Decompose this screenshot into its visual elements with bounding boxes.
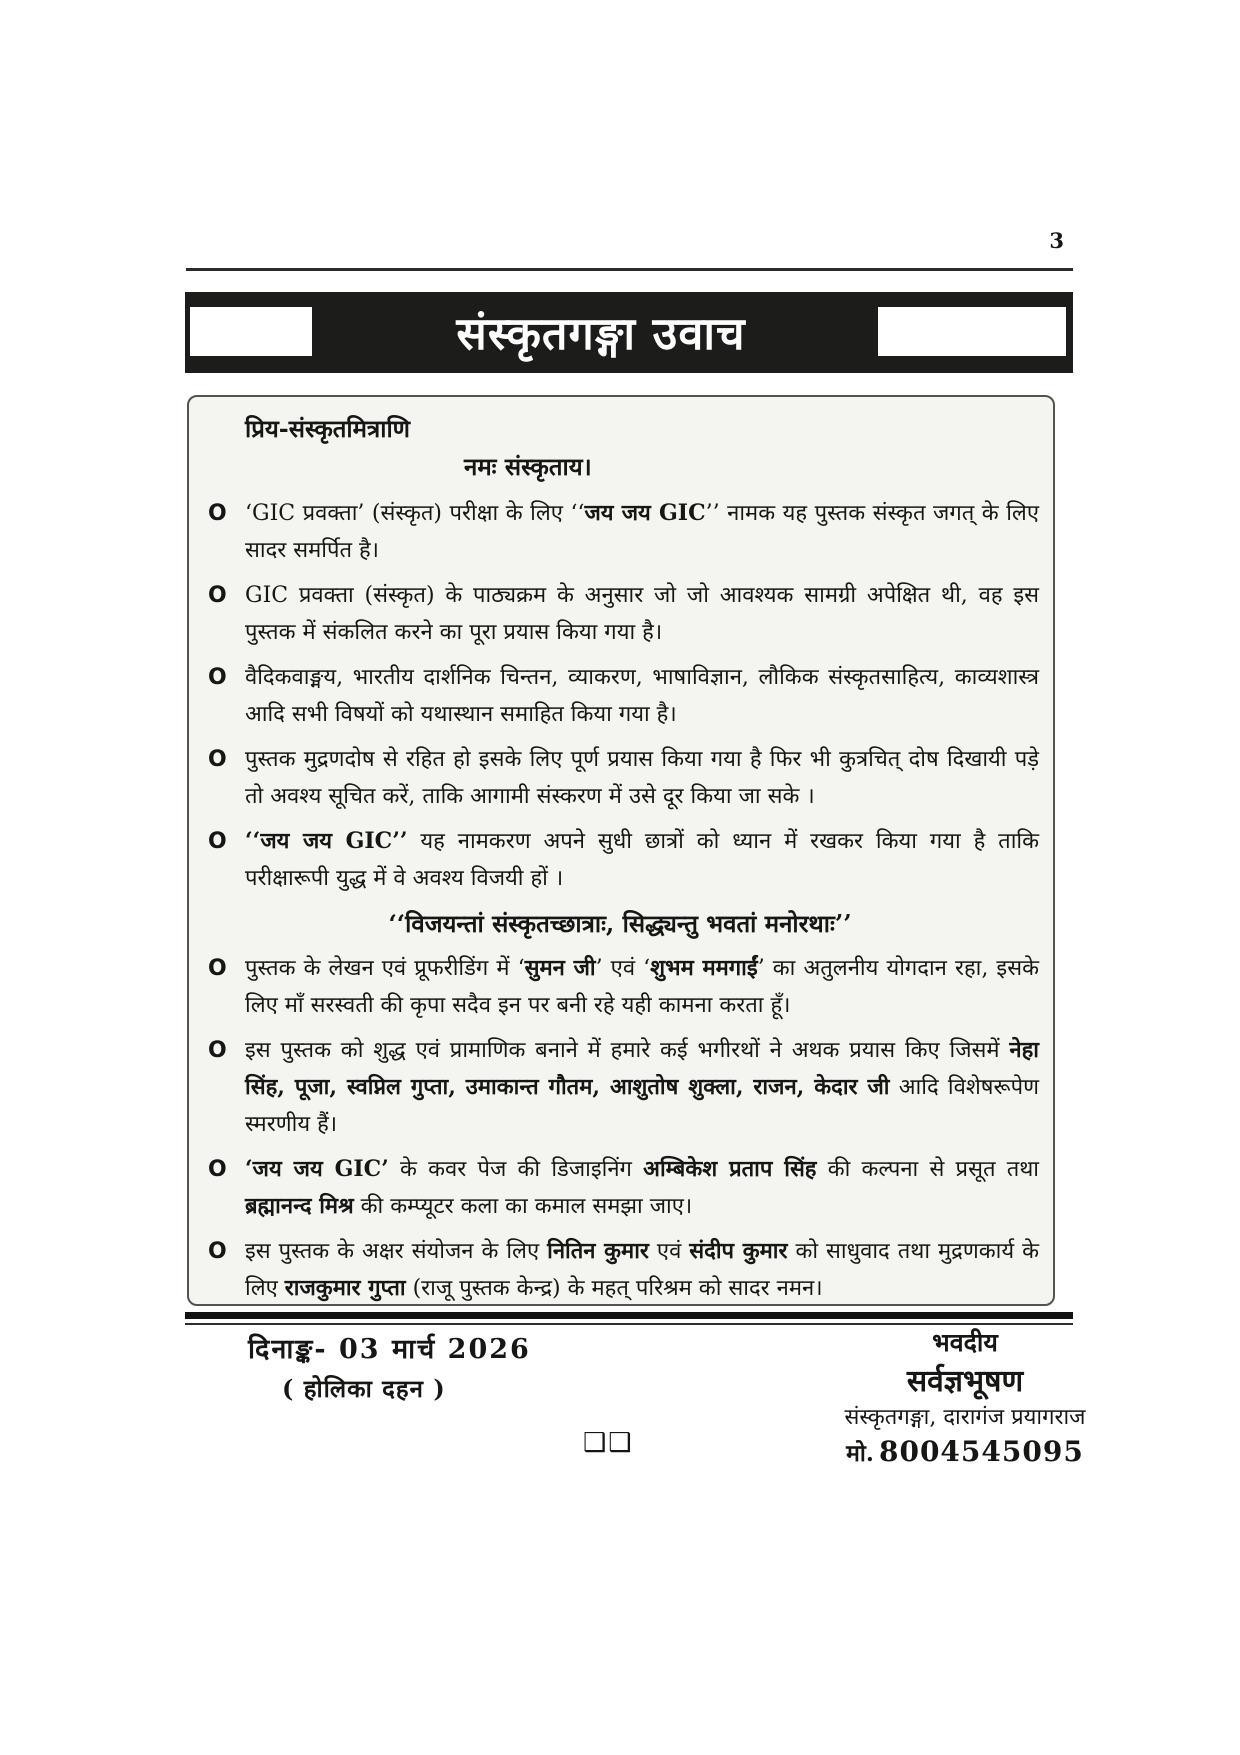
bullet-text: ‘GIC प्रवक्ता’ (संस्कृत) परीक्षा के लिए ‘‘जय जय GIC’’ नामक यह पुस्तक संस्कृत जगत् के लिए सादर समर्पित है। bbox=[245, 500, 1040, 563]
bullet-text: GIC प्रवक्ता (संस्कृत) के पाठ्यक्रम के अनुसार जो जो आवश्यक सामग्री अपेक्षित थी, वह इस पुस्तक में संकलित करने का पूरा प्रयास किया गया है। bbox=[245, 583, 1039, 645]
salutation: प्रिय-संस्कृतमित्राणि bbox=[245, 414, 411, 443]
bullet-marker-icon: O bbox=[208, 747, 227, 772]
bullet-item bbox=[199, 1032, 1041, 1143]
valediction: भवदीय bbox=[932, 1328, 998, 1357]
bullet-item bbox=[199, 823, 1041, 897]
footer-divider-thin bbox=[185, 1323, 1073, 1325]
bullet-text: इस पुस्तक को शुद्ध एवं प्रामाणिक बनाने में हमारे कई भगीरथों ने अथक प्रयास किए जिसमें नेहा सिंह, पूजा, स्वप्निल गुप्ता, उमाकान्त गौतम, आशुतोष शुक्ला, राजन, केदार जी आदि विशेषरूपेण स्मरणीय हैं। bbox=[245, 1037, 1040, 1137]
bullet-marker-icon: O bbox=[208, 1239, 227, 1264]
bullet-item bbox=[199, 659, 1041, 733]
bullet-marker-icon: O bbox=[208, 665, 227, 690]
bullet-marker-icon: O bbox=[208, 583, 227, 608]
bullet-text: ‘जय जय GIC’ के कवर पेज की डिजाइनिंग अम्बिकेश प्रताप सिंह की कल्पना से प्रसूत तथा ब्रह्मानन्द मिश्र की कम्प्यूटर कला का कमाल समझा जाए। bbox=[245, 1156, 1039, 1219]
letter-body bbox=[199, 495, 1041, 1306]
bullet-text: पुस्तक के लेखन एवं प्रूफरीडिंग में ‘सुमन जी’ एवं ‘शुभम ममगाईं’ का अतुलनीय योगदान रहा, इसके लिए माँ सरस्वती की कृपा सदैव इन पर बनी रहे यही कामना करता हूँ। bbox=[245, 955, 1039, 1018]
bullet-item bbox=[199, 1233, 1041, 1306]
footer-signature-block bbox=[800, 1328, 1130, 1472]
bullet-item bbox=[199, 495, 1041, 569]
mobile-line bbox=[846, 1436, 1084, 1472]
bullet-item bbox=[199, 741, 1041, 815]
bullet-text: ‘‘जय जय GIC’’ यह नामकरण अपने सुधी छात्रों को ध्यान में रखकर किया गया है ताकि परीक्षारूपी युद्ध में वे अवश्य विजयी हों । bbox=[245, 828, 1039, 891]
footer-date: दिनाङ्क- 03 मार्च 2026 bbox=[248, 1334, 531, 1365]
bullet-item bbox=[199, 577, 1041, 651]
bullet-item bbox=[199, 950, 1041, 1024]
bullet-marker-icon: O bbox=[208, 829, 227, 854]
mobile-number: 8004545095 bbox=[878, 1435, 1084, 1468]
title-banner bbox=[185, 292, 1073, 373]
invocation: नमः संस्कृताय। bbox=[464, 452, 592, 481]
letter-box bbox=[187, 395, 1055, 1306]
bullet-marker-icon: O bbox=[208, 501, 227, 526]
bullet-marker-icon: O bbox=[208, 956, 227, 981]
bullet-marker-icon: O bbox=[208, 1038, 227, 1063]
bullet-text: इस पुस्तक के अक्षर संयोजन के लिए नितिन कुमार एवं संदीप कुमार को साधुवाद तथा मुद्रणकार्य के लिए राजकुमार गुप्ता (राजू पुस्तक केन्द्र) के महत् परिश्रम को सादर नमन। bbox=[245, 1238, 1040, 1301]
end-mark-icon: ❑❑ bbox=[583, 1428, 634, 1458]
bullet-text: पुस्तक मुद्रणदोष से रहित हो इसके लिए पूर्ण प्रयास किया गया है फिर भी कुत्रचित् दोष दिखायी पड़े तो अवश्य सूचित करें, ताकि आगामी संस्करण में उसे दूर किया जा सके । bbox=[245, 747, 1039, 809]
banner-title: संस्कृतगङ्गा उवाच bbox=[456, 307, 746, 360]
footer-date-note: ( होलिका दहन ) bbox=[282, 1374, 446, 1403]
footer-divider-thick bbox=[185, 1312, 1073, 1319]
signature-address: संस्कृतगङ्गा, दारागंज प्रयागराज bbox=[844, 1405, 1086, 1430]
bullet-marker-icon: O bbox=[208, 1157, 227, 1182]
signature-name: सर्वज्ञभूषण bbox=[906, 1364, 1024, 1399]
page-number: 3 bbox=[1049, 228, 1064, 253]
header-rule bbox=[186, 268, 1073, 271]
bullet-item bbox=[199, 1151, 1041, 1225]
bullet-text: वैदिकवाङ्मय, भारतीय दार्शनिक चिन्तन, व्याकरण, भाषाविज्ञान, लौकिक संस्कृतसाहित्य, काव्यशास्त्र आदि सभी विषयों को यथास्थान समाहित किया गया है। bbox=[245, 665, 1039, 727]
quote-line: ‘‘विजयन्तां संस्कृतच्छात्राः, सिद्ध्यन्तु भवतां मनोरथाः’’ bbox=[388, 909, 852, 938]
mobile-label: मो. bbox=[846, 1440, 874, 1467]
